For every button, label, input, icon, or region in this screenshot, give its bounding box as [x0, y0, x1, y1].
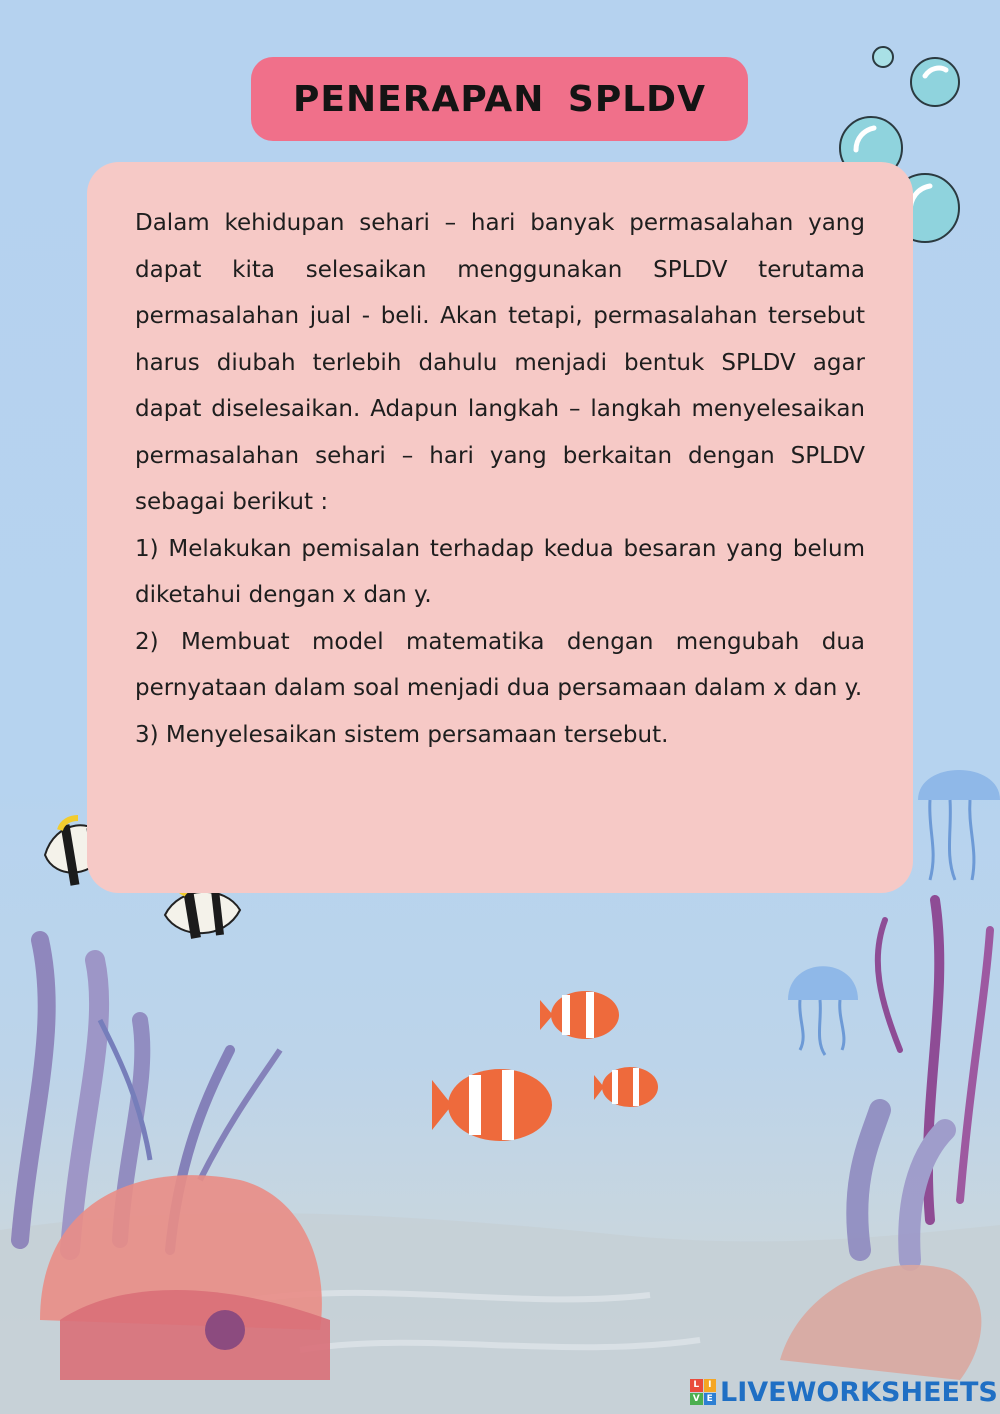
title-banner	[251, 57, 748, 141]
jellyfish-icon	[788, 966, 858, 1055]
clownfish-icon	[594, 1067, 658, 1107]
logo-letter: L	[690, 1379, 703, 1392]
intro-paragraph: Dalam kehidupan sehari – hari banyak permasalahan yang dapat kita selesaikan menggunakan SPLDV terutama permasalahan jual - beli. Akan tetapi, permasalahan tersebut harus diubah terlebih dahulu menjadi bentuk SPLDV agar dapat diselesaikan. Adapun langkah – langkah menyelesaikan permasalahan sehari – hari yang berkaitan dengan SPLDV sebagai berikut :	[135, 210, 865, 515]
step-3: 3) Menyelesaikan sistem persamaan tersebut.	[135, 721, 669, 748]
jellyfish-icon	[918, 770, 1000, 880]
page-title: PENERAPAN SPLDV	[293, 78, 706, 120]
step-1: 1) Melakukan pemisalan terhadap kedua besaran yang belum diketahui dengan x dan y.	[135, 535, 865, 608]
logo-letter: E	[704, 1393, 717, 1406]
moorish-idol-fish-icon	[165, 886, 240, 938]
bubble-icon	[873, 47, 893, 67]
watermark-text: LIVEWORKSHEETS	[720, 1376, 998, 1408]
content-body	[135, 200, 865, 758]
step-2: 2) Membuat model matematika dengan mengubah dua pernyataan dalam soal menjadi dua persamaan dalam x dan y.	[135, 628, 865, 701]
liveworksheets-watermark[interactable]	[690, 1374, 998, 1410]
logo-letter: I	[704, 1379, 717, 1392]
content-card	[87, 162, 913, 893]
bubble-icon	[911, 58, 959, 106]
clownfish-icon	[432, 1069, 552, 1141]
clownfish-icon	[540, 991, 619, 1039]
logo-letter: V	[690, 1393, 703, 1406]
pearl-icon	[205, 1310, 245, 1350]
right-coral	[857, 900, 990, 1260]
liveworksheets-logo-icon	[690, 1379, 716, 1405]
